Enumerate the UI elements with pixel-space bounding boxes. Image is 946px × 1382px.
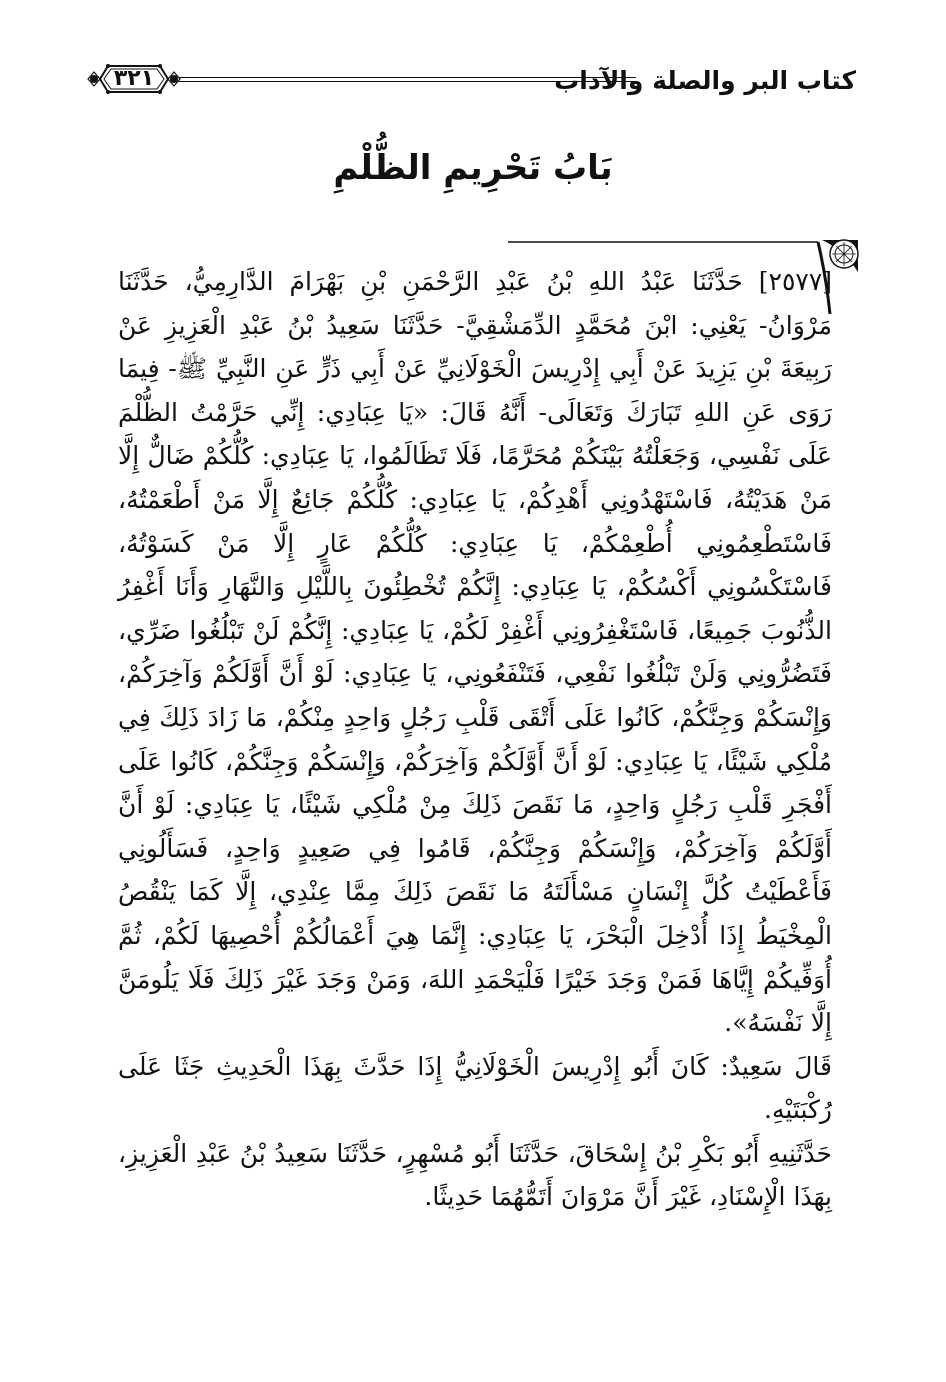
page-number-ornament [86, 58, 182, 100]
hadith-paragraph [118, 260, 832, 1045]
hadith-number: [٢٥٧٧] [758, 267, 833, 296]
running-header [86, 58, 856, 102]
isnad-note: حَدَّثَنِيهِ أَبُو بَكْرِ بْنُ إِسْحَاقَ، حَدَّثَنَا أَبُو مُسْهِرٍ، حَدَّثَنَا سَعِيدُ بْنُ عَبْدِ الْعَزِيزِ، بِهَذَا الْإِسْنَادِ، غَيْرَ أَنَّ مَرْوَانَ أَتَمُّهُمَا حَدِيثًا. [118, 1138, 832, 1212]
book-title: كتاب البر والصلة والآداب [554, 66, 856, 95]
body-text [118, 260, 832, 1219]
hadith-text: حَدَّثَنَا عَبْدُ اللهِ بْنُ عَبْدِ الرَّحْمَنِ بْنِ بَهْرَامَ الدَّارِمِيُّ، حَدَّثَنَا مَرْوَانُ- يَعْنِي: ابْنَ مُحَمَّدٍ الدِّمَشْقِيَّ- حَدَّثَنَا سَعِيدُ بْنُ عَبْدِ الْعَزِيزِ عَنْ رَبِيعَةَ بْنِ يَزِيدَ عَنْ أَبِي إِدْرِيسَ الْخَوْلَانِيِّ عَنْ أَبِي ذَرٍّ عَنِ النَّبِيِّ ﷺ- فِيمَا رَوَى عَنِ اللهِ تَبَارَكَ وَتَعَالَى- أَنَّهُ قَالَ: «يَا عِبَادِي: إِنِّي حَرَّمْتُ الظُّلْمَ عَلَى نَفْسِي، وَجَعَلْتُهُ بَيْنَكُمْ مُحَرَّمًا، فَلَا تَظَالَمُوا، يَا عِبَادِي: كُلُّكُمْ ضَالٌّ إِلَّا مَنْ هَدَيْتُهُ، فَاسْتَهْدُونِي أَهْدِكُمْ، يَا عِبَادِي: كُلُّكُمْ جَائِعٌ إِلَّا مَنْ أَطْعَمْتُهُ، فَاسْتَطْعِمُونِي أُطْعِمْكُمْ، يَا عِبَادِي: كُلُّكُمْ عَارٍ إِلَّا مَنْ كَسَوْتُهُ، فَاسْتَكْسُونِي أَكْسُكُمْ، يَا عِبَادِي: إِنَّكُمْ تُخْطِئُونَ بِاللَّيْلِ وَالنَّهَارِ وَأَنَا أَغْفِرُ الذُّنُوبَ جَمِيعًا، فَاسْتَغْفِرُونِي أَغْفِرْ لَكُمْ، يَا عِبَادِي: إِنَّكُمْ لَنْ تَبْلُغُوا ضَرِّي، فَتَضُرُّونِي وَلَنْ تَبْلُغُوا نَفْعِي، فَتَنْفَعُونِي، يَا عِبَادِي: لَوْ أَنَّ أَوَّلَكُمْ وَآخِرَكُمْ، وَإِنْسَكُمْ وَجِنَّكُمْ، كَانُوا عَلَى أَتْقَى قَلْبِ رَجُلٍ وَاحِدٍ مِنْكُمْ، مَا زَادَ ذَلِكَ فِي مُلْكِي شَيْئًا، يَا عِبَادِي: لَوْ أَنَّ أَوَّلَكُمْ وَآخِرَكُمْ، وَإِنْسَكُمْ وَجِنَّكُمْ، كَانُوا عَلَى أَفْجَرِ قَلْبِ رَجُلٍ وَاحِدٍ، مَا نَقَصَ ذَلِكَ مِنْ مُلْكِي شَيْئًا، يَا عِبَادِي: لَوْ أَنَّ أَوَّلَكُمْ وَآخِرَكُمْ، وَإِنْسَكُمْ وَجِنَّكُمْ، قَامُوا فِي صَعِيدٍ وَاحِدٍ، فَسَأَلُونِي فَأَعْطَيْتُ كُلَّ إِنْسَانٍ مَسْأَلَتَهُ مَا نَقَصَ ذَلِكَ مِمَّا عِنْدِي، إِلَّا كَمَا يَنْقُصُ الْمِخْيَطُ إِذَا أُدْخِلَ الْبَحْرَ، يَا عِبَادِي: إِنَّمَا هِيَ أَعْمَالُكُمْ أُحْصِيهَا لَكُمْ، ثُمَّ أُوَفِّيكُمْ إِيَّاهَا فَمَنْ وَجَدَ خَيْرًا فَلْيَحْمَدِ اللهَ، وَمَنْ وَجَدَ غَيْرَ ذَلِكَ فَلَا يَلُومَنَّ إِلَّا نَفْسَهُ». [118, 267, 832, 1038]
chapter-title: بَابُ تَحْرِيمِ الظُّلْمِ [333, 148, 613, 188]
narrator-note: قَالَ سَعِيدٌ: كَانَ أَبُو إِدْرِيسَ الْخَوْلَانِيُّ إِذَا حَدَّثَ بِهَذَا الْحَدِيثِ جَثَا عَلَى رُكْبَتَيْهِ. [118, 1051, 832, 1125]
page-number: ٣٢١ [113, 66, 155, 91]
header-rule [178, 77, 636, 82]
